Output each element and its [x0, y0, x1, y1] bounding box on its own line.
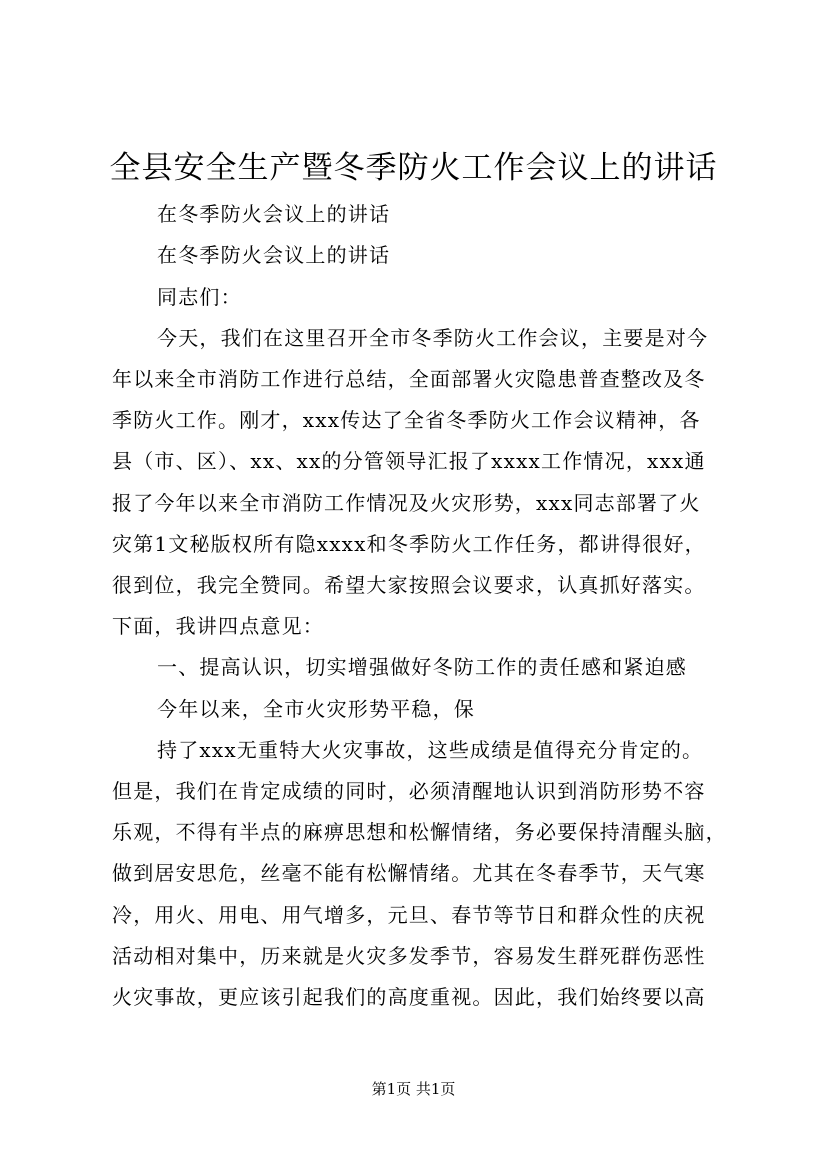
text-line: 季防火工作。刚才，xxx传达了全省冬季防火工作会议精神，各	[112, 408, 701, 432]
text-line: 持了xxx无重特大火灾事故，这些成绩是值得充分肯定的。	[157, 738, 704, 762]
text-line: 灾第1文秘版权所有隐xxxx和冬季防火工作任务，都讲得很好，	[112, 532, 706, 556]
text-line: 但是，我们在肯定成绩的同时，必须清醒地认识到消防形势不容	[112, 779, 706, 803]
text-line: 做到居安思危，丝毫不能有松懈情绪。尤其在冬春季节，天气寒	[112, 861, 706, 885]
text-line: 年以来全市消防工作进行总结，全面部署火灾隐患普查整改及冬	[112, 367, 706, 391]
text-line: 在冬季防火会议上的讲话	[157, 243, 391, 267]
text-line: 下面，我讲四点意见：	[112, 614, 324, 638]
text-line: 同志们：	[157, 285, 242, 309]
text-line: 今天，我们在这里召开全市冬季防火工作会议，主要是对今	[157, 326, 709, 350]
text-line: 在冬季防火会议上的讲话	[157, 202, 391, 226]
text-line: 冷，用火、用电、用气增多，元旦、春节等节日和群众性的庆祝	[112, 903, 706, 927]
document-title: 全县安全生产暨冬季防火工作会议上的讲话	[109, 150, 718, 186]
text-line: 报了今年以来全市消防工作情况及火灾形势，xxx同志部署了火	[112, 491, 701, 515]
text-line: 县（市、区）、xx、xx的分管领导汇报了xxxx工作情况，xxx通	[112, 449, 706, 473]
text-line: 活动相对集中，历来就是火灾多发季节，容易发生群死群伤恶性	[112, 944, 706, 968]
text-line: 今年以来，全市火灾形势平稳，保	[157, 697, 475, 721]
page-number-footer: 第1页 共1页	[371, 1080, 456, 1098]
text-line: 火灾事故，更应该引起我们的高度重视。因此，我们始终要以高	[112, 985, 706, 1009]
section-heading: 一、提高认识，切实增强做好冬防工作的责任感和紧迫感	[157, 655, 687, 679]
text-line: 很到位，我完全赞同。希望大家按照会议要求，认真抓好落实。	[112, 573, 706, 597]
text-line: 乐观，不得有半点的麻痹思想和松懈情绪，务必要保持清醒头脑，	[112, 820, 727, 844]
